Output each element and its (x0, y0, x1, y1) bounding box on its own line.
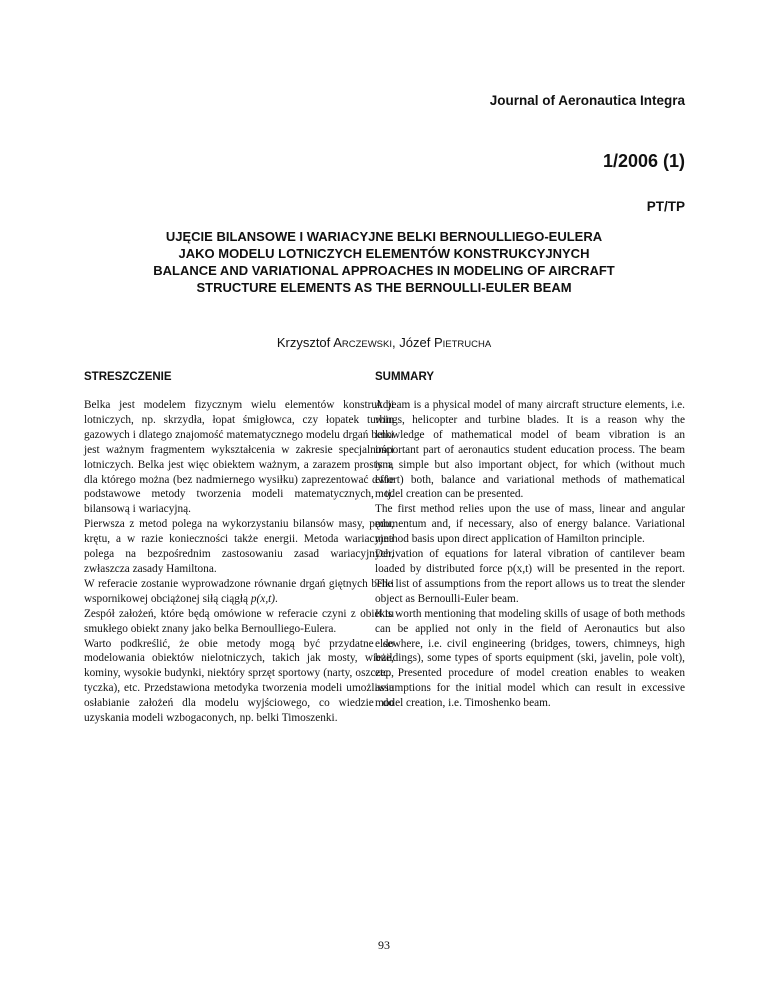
streszczenie-paragraph: Zespół założeń, które będą omówione w referacie czyni z obiektu smukłego obiekt znany jako belka Bernoulliego-Eulera. (84, 607, 394, 635)
title-line: JAKO MODELU LOTNICZYCH ELEMENTÓW KONSTRUKCYJNYCH (178, 246, 590, 261)
summary-text (375, 398, 685, 711)
paper-title (84, 228, 684, 296)
author-2-first: Józef (399, 335, 431, 350)
paragraph-text: W referacie zostanie wyprowadzone równanie drgań giętnych belki wspornikowej obciążonej siłą ciągłą (84, 577, 394, 605)
streszczenie-paragraph: Belka jest modelem fizycznym wielu elementów konstrukcji lotniczych, np. skrzydła, łopat śmigłowca, czy łopatek turbin gazowych i dlatego znajomość matematycznego modelu drgań belki jest ważnym fragmentem wykształcenia w zakresie specjalności lotniczych. Belka jest więc obiektem ważnym, a zarazem prostym, dla którego można (bez nadmiernego wysiłku) zaprezentować dwie podstawowe metody tworzenia modeli matematycznych, tj. bilansową i wariacyjną. (84, 399, 394, 516)
journal-name: Journal of Aeronautica Integra (489, 93, 685, 108)
summary-paragraph: It is worth mentioning that modeling skills of usage of both methods can be applied not only in the field of Aeronautics but also elsewhere, i.e. civil engineering (bridges, towers, chimneys, high buildings), some types of sports equipment (ski, javelin, pole volt), etc. Presented procedure of model creation enables to weaken assumptions for the initial model which can result in excessive model creation, i.e. Timoshenko beam. (375, 607, 685, 710)
issue-number: 1/2006 (1) (602, 151, 685, 171)
streszczenie-text (84, 398, 394, 726)
summary-paragraph: A beam is a physical model of many aircraft structure elements, i.e. wings, helicopter and turbine blades. It is a reason why the knowledge of mathematical model of beam vibration is an important part of aeronautics student education process. The beam is a simple but also important object, for which (without much effort) both, balance and variational methods of mathematical model creation can be presented. (375, 399, 685, 501)
author-1-last-rest: RCZEWSKI (341, 339, 392, 350)
summary-heading: SUMMARY (375, 371, 434, 383)
summary-paragraph: Derivation of equations for lateral vibration of cantilever beam loaded by distributed force p(x,t) will be presented in the report. The list of assumptions from the report allows us to treat the slender object as Bernoulli-Euler beam. (375, 548, 685, 605)
summary-paragraph: The first method relies upon the use of mass, linear and angular momentum and, if necessary, also of energy balance. Variational method basis upon direct application of Hamilton principle. (375, 503, 685, 546)
title-line: STRUCTURE ELEMENTS AS THE BERNOULLI-EULER BEAM (196, 280, 572, 295)
author-2-last-initial: P (433, 335, 443, 350)
streszczenie-heading: STRESZCZENIE (84, 371, 172, 383)
author-1-first: Krzysztof (276, 335, 331, 350)
author-2-last-rest: IETRUCHA (442, 339, 492, 350)
load-function: p(x,t) (250, 592, 276, 605)
title-line: BALANCE AND VARIATIONAL APPROACHES IN MODELING OF AIRCRAFT (153, 263, 615, 278)
streszczenie-paragraph: Pierwsza z metod polega na wykorzystaniu bilansów masy, pędu, krętu, a w razie konieczności także energii. Metoda wariacyjna polega na bezpośrednim zastosowaniu zasad wariacyjnych, zwłaszcza zasady Hamiltona. (84, 518, 394, 575)
title-line: UJĘCIE BILANSOWE I WARIACYJNE BELKI BERNOULLIEGO-EULERA (165, 229, 603, 244)
section-code: PT/TP (646, 199, 685, 214)
author-1-last-initial: A (333, 335, 342, 350)
streszczenie-paragraph (84, 577, 394, 607)
page-number: 93 (378, 938, 390, 952)
author-separator: , (392, 335, 400, 350)
authors (84, 335, 684, 350)
paragraph-text: . (275, 592, 278, 605)
streszczenie-paragraph: Warto podkreślić, że obie metody mogą być przydatne do modelowania obiektów nielotniczych, takich jak mosty, wieże, kominy, wysokie budynki, niektóry sprzęt sportowy (narty, oszczep, tyczka), etc. Przedstawiona metodyka tworzenia modeli umożliwia osłabianie założeń dla modelu wyjściowego, co wiedzie do uzyskania modeli wzbogaconych, np. belki Timoszenki. (84, 637, 394, 725)
